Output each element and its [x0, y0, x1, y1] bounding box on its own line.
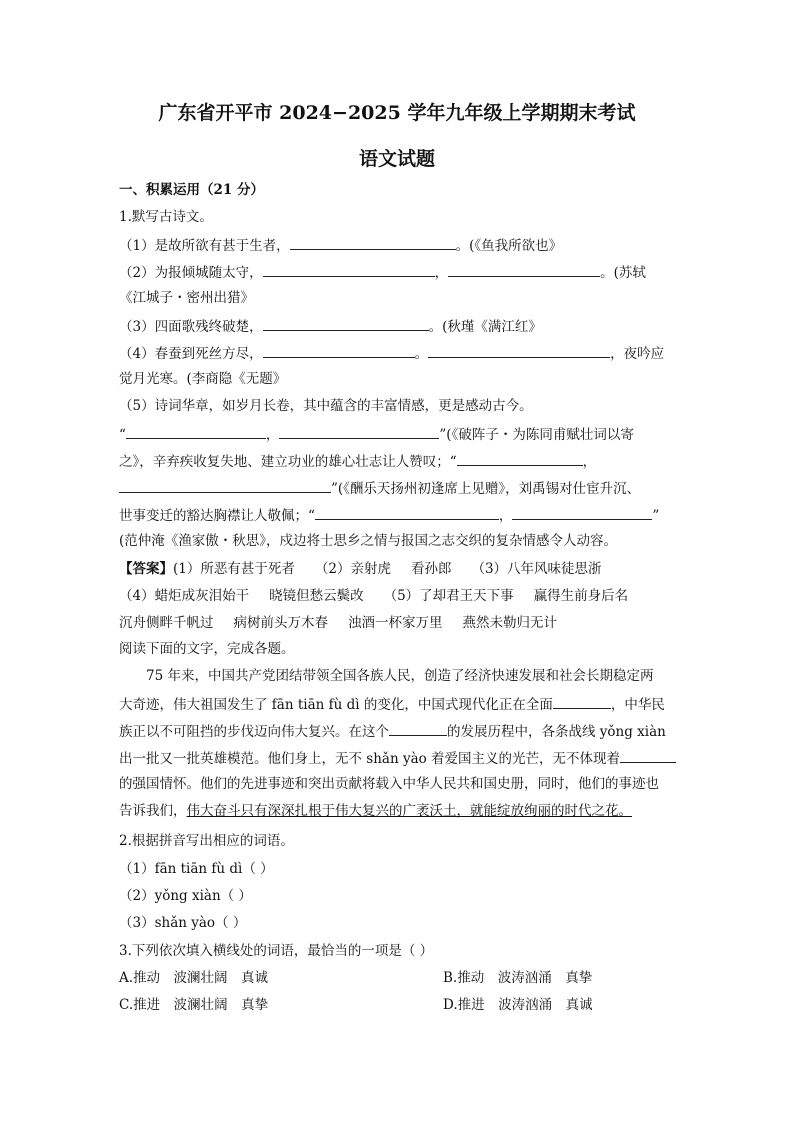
q1-item-4 — [119, 343, 664, 363]
q1-item-1 — [119, 235, 562, 255]
text: （2）为报倾城随太守， — [119, 265, 263, 281]
text: 出一批又一批英雄模范。他们身上，无不 shǎn yào 着爱国主义的光芒，无不体现着 — [119, 751, 621, 767]
answer-line-3 — [119, 614, 557, 632]
text: ”(《破阵子・为陈同甫赋壮词以寄 — [439, 427, 634, 443]
text: “ — [119, 427, 126, 443]
fill-blank — [457, 451, 583, 466]
q2-item-3: （3）shǎn yào（ ） — [119, 915, 247, 931]
text: 。(《鱼我所欲也》 — [455, 238, 563, 254]
fill-blank — [119, 478, 331, 493]
answer-label: 【答案】 — [119, 561, 173, 577]
text: 之》，辛弃疾收复失地、建立功业的雄心壮志让人赞叹；“ — [119, 454, 457, 470]
text: ” — [652, 508, 660, 524]
passage-line-4 — [119, 748, 676, 768]
fill-blank — [512, 505, 652, 520]
answer-12: 燕然未勒归无计 — [462, 615, 557, 631]
fill-blank — [263, 316, 429, 331]
q3-option-d: D.推进 波涛汹涌 真诚 — [443, 997, 593, 1013]
text: 的发展历程中，各条战线 yǒng xiàn — [447, 724, 666, 740]
text: （1）是故所欲有甚于生者， — [119, 238, 290, 254]
answer-3: 看孙郎 — [410, 561, 452, 577]
q1-item-5-line-2 — [119, 451, 596, 471]
answer-4: （3）八年风味徒思浙 — [471, 561, 602, 577]
q1-item-5-line-4 — [119, 505, 659, 525]
fill-blank — [263, 262, 435, 277]
text: ， — [498, 508, 513, 524]
text: 世事变迁的豁达胸襟让人敬佩；“ — [119, 508, 315, 524]
q3-option-b: B.推动 波涛汹涌 真挚 — [443, 970, 593, 986]
text: ， — [265, 427, 280, 443]
fill-blank — [553, 694, 611, 709]
q1-item-5-line-1 — [119, 424, 634, 444]
answer-9: 沉舟侧畔千帆过 — [119, 615, 214, 631]
section-heading: 一、积累运用（21 分） — [119, 182, 264, 198]
text: （4）春蚕到死丝方尽， — [119, 346, 263, 362]
q1-stem: 1.默写古诗文。 — [119, 209, 213, 225]
exam-title: 广东省开平市 2024−2025 学年九年级上学期期末考试 — [158, 102, 636, 124]
text: 族正以不可阻挡的步伐迈向伟大复兴。在这个 — [119, 724, 389, 740]
text: 。(秋瑾《满江红》 — [428, 319, 542, 335]
q1-item-5-line-3 — [119, 478, 640, 498]
fill-blank — [389, 721, 447, 736]
q1-item-5-intro: （5）诗词华章，如岁月长卷，其中蕴含的丰富情感，更是感动古今。 — [119, 398, 533, 414]
answer-6: 晓镜但愁云鬓改 — [269, 588, 364, 604]
fill-blank — [279, 424, 439, 439]
passage-line-2 — [119, 694, 665, 714]
passage-line-3 — [119, 721, 666, 741]
q3-option-a: A.推动 波澜壮阔 真诚 — [119, 970, 269, 986]
answer-8: 赢得生前身后名 — [533, 588, 629, 604]
q2-item-2: （2）yǒng xiàn（ ） — [119, 888, 252, 904]
text: ，夜吟应 — [610, 346, 665, 362]
answer-1: (1）所恶有甚于死者 — [173, 561, 295, 577]
text: 。(苏轼 — [600, 265, 646, 281]
fill-blank — [263, 343, 415, 358]
answer-5: （4）蜡炬成灰泪始干 — [119, 588, 250, 604]
answer-line-1 — [119, 560, 602, 578]
fill-blank — [315, 505, 499, 520]
text: 告诉我们， — [119, 803, 187, 819]
text: ， — [582, 454, 597, 470]
fill-blank — [448, 262, 600, 277]
fill-blank — [620, 748, 676, 763]
text: 。 — [414, 346, 429, 362]
q3-stem: 3.下列依次填入横线处的词语，最恰当的一项是（ ） — [119, 943, 434, 959]
answer-7: （5）了却君王天下事 — [383, 588, 514, 604]
passage-line-6 — [119, 802, 632, 820]
passage-line-5: 的强国情怀。他们的先进事迹和突出贡献将载入中华人民共和国史册，同时，他们的事迹也 — [119, 776, 659, 792]
text: ， — [434, 265, 449, 281]
answer-10: 病树前头万木春 — [233, 615, 328, 631]
q1-item-5-line-5: (范仲淹《渔家傲・秋思》，戍边将士思乡之情与报国之志交织的复杂情感令人动容。 — [119, 533, 618, 549]
answer-2: （2）亲射虎 — [314, 561, 391, 577]
passage-line-1: 75 年来，中国共产党团结带领全国各族人民，创造了经济快速发展和社会长期稳定两 — [146, 668, 654, 684]
fill-blank — [290, 235, 456, 250]
q1-item-2-source: 《江城子・密州出猎》 — [119, 290, 254, 306]
q2-item-1: （1）fān tiān fù dì（ ） — [119, 861, 274, 877]
text: 大奇迹，伟大祖国发生了 fān tiān fù dì 的变化，中国式现代化正在全面 — [119, 697, 553, 713]
q1-item-3 — [119, 316, 542, 336]
exam-subtitle: 语文试题 — [358, 148, 435, 170]
q1-item-2 — [119, 262, 646, 282]
q1-item-4-source: 觉月光寒。(李商隐《无题》 — [119, 371, 287, 387]
text: （3）四面歌残终破楚， — [119, 319, 263, 335]
fill-blank — [126, 424, 266, 439]
answer-line-2 — [119, 587, 628, 605]
fill-blank — [428, 343, 610, 358]
text: ，中华民 — [610, 697, 665, 713]
underlined-sentence: 伟大奋斗只有深深扎根于伟大复兴的广袤沃土，就能绽放绚丽的时代之花。 — [186, 803, 632, 819]
answer-11: 浊酒一杯家万里 — [348, 615, 443, 631]
q2-stem: 2.根据拼音写出相应的词语。 — [119, 833, 294, 849]
text: ”(《酬乐天扬州初逢席上见赠》，刘禹锡对仕宦升沉、 — [331, 481, 641, 497]
q3-option-c: C.推进 波澜壮阔 真挚 — [119, 997, 269, 1013]
reading-intro: 阅读下面的文字，完成各题。 — [119, 641, 295, 657]
